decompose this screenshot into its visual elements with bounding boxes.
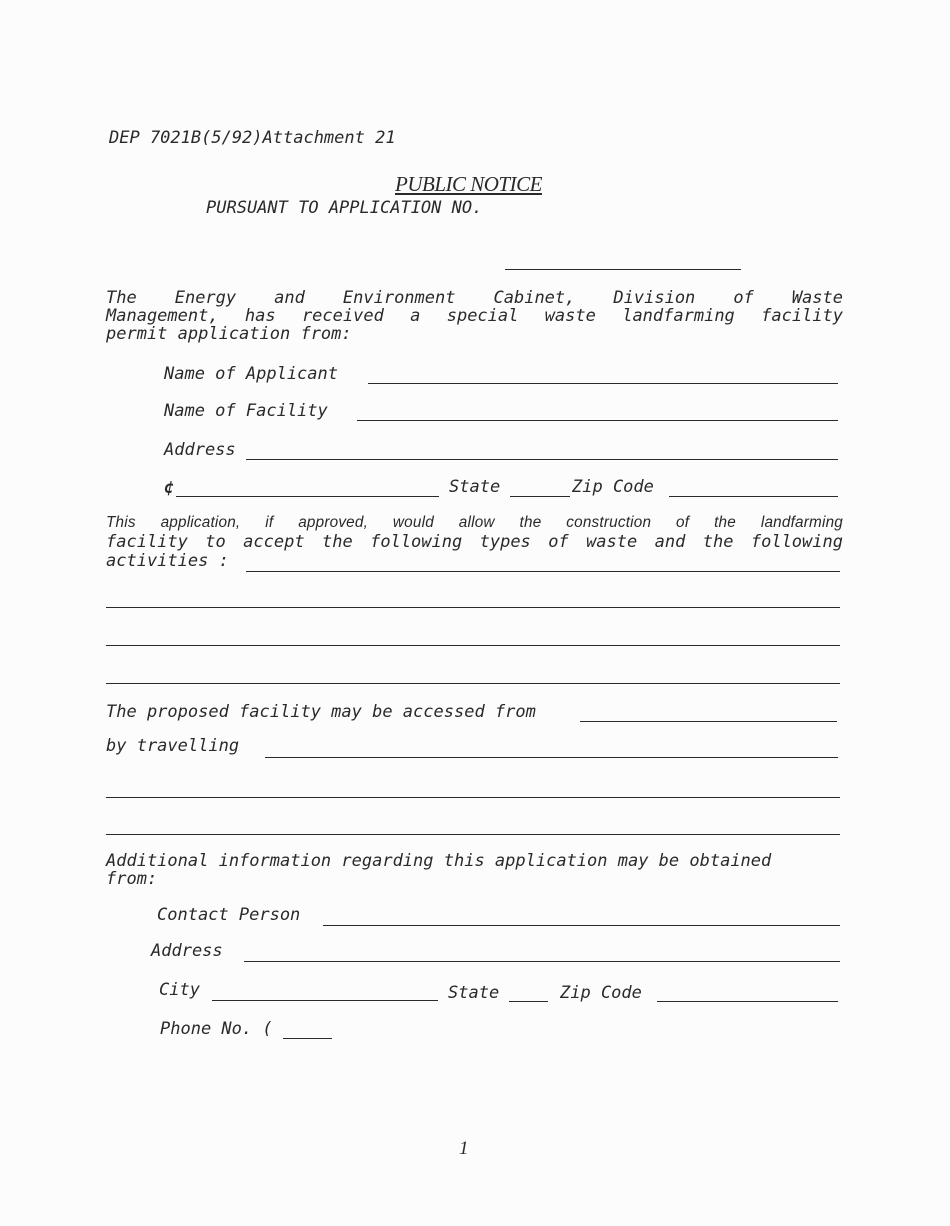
- activities-field-line-2[interactable]: [106, 607, 840, 608]
- contact-city-field[interactable]: [212, 1000, 438, 1001]
- additional-info-line-2: from:: [106, 869, 158, 889]
- applicant-state-label: State: [449, 477, 501, 497]
- page-subtitle: PURSUANT TO APPLICATION NO.: [206, 198, 483, 218]
- intro-line-3: permit application from:: [106, 324, 352, 344]
- contact-state-label: State: [448, 983, 500, 1003]
- facility-name-label: Name of Facility: [164, 401, 328, 421]
- applicant-state-field[interactable]: [510, 496, 570, 497]
- travel-field[interactable]: [265, 757, 838, 758]
- contact-address-field[interactable]: [244, 961, 840, 962]
- applicant-city-label: ¢: [164, 478, 175, 498]
- contact-state-field[interactable]: [509, 1001, 548, 1002]
- applicant-address-field[interactable]: [246, 459, 838, 460]
- additional-info-line-1: Additional information regarding this application may be obtained: [106, 851, 772, 871]
- applicant-address-label: Address: [164, 440, 236, 460]
- intro-line-2: Management, has received a special waste landfarming facility: [106, 306, 843, 326]
- activities-field[interactable]: [246, 571, 840, 572]
- travel-label: by travelling: [106, 736, 240, 756]
- applicant-name-field[interactable]: [368, 383, 838, 384]
- page-number: 1: [459, 1138, 469, 1159]
- application-line-1: This application, if approved, would allow the construction of the landfarming: [106, 514, 843, 531]
- applicant-zip-field[interactable]: [669, 496, 838, 497]
- intro-line-1: The Energy and Environment Cabinet, Division of Waste: [106, 288, 843, 308]
- contact-address-label: Address: [151, 941, 223, 961]
- activities-field-line-3[interactable]: [106, 645, 840, 646]
- access-from-field[interactable]: [580, 721, 837, 722]
- contact-zip-label: Zip Code: [560, 983, 642, 1003]
- form-id: DEP 7021B(5/92)Attachment 21: [109, 128, 396, 148]
- applicant-name-label: Name of Applicant: [164, 364, 338, 384]
- contact-phone-field[interactable]: [283, 1038, 332, 1039]
- applicant-zip-label: Zip Code: [572, 477, 654, 497]
- application-number-field[interactable]: [505, 269, 741, 270]
- contact-zip-field[interactable]: [657, 1001, 838, 1002]
- facility-name-field[interactable]: [357, 420, 838, 421]
- application-line-3: activities :: [106, 551, 229, 571]
- contact-person-field[interactable]: [323, 925, 840, 926]
- access-from-label: The proposed facility may be accessed from: [106, 702, 536, 722]
- contact-person-label: Contact Person: [157, 905, 301, 925]
- travel-field-line-2[interactable]: [106, 797, 840, 798]
- contact-city-label: City: [159, 980, 200, 1000]
- activities-field-line-4[interactable]: [106, 683, 840, 684]
- page-title: PUBLIC NOTICE: [395, 172, 542, 196]
- applicant-city-field[interactable]: [176, 496, 439, 497]
- contact-phone-label: Phone No. (: [160, 1019, 273, 1039]
- application-line-2: facility to accept the following types of waste and the following: [106, 532, 843, 552]
- travel-field-line-3[interactable]: [106, 834, 840, 835]
